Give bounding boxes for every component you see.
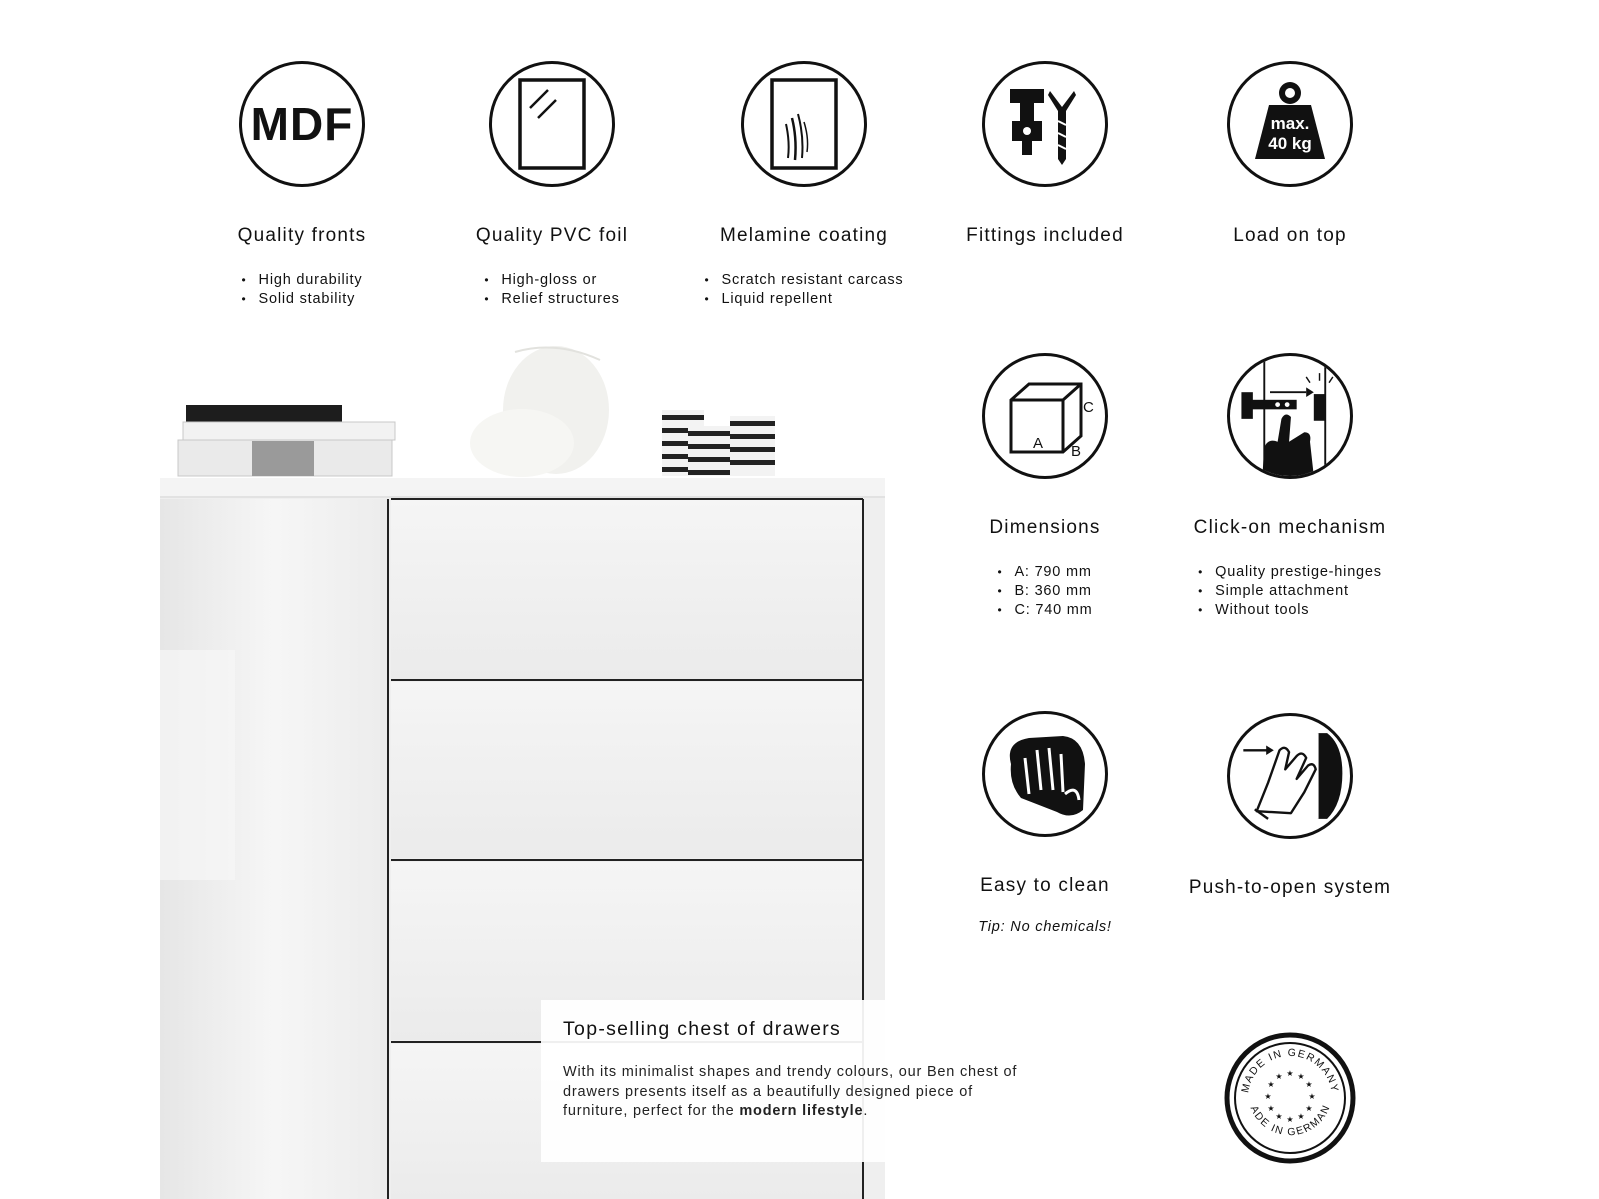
list-item: • Without tools bbox=[1198, 601, 1382, 620]
weight-label-1: max. bbox=[1270, 114, 1310, 133]
feature-title: Fittings included bbox=[966, 225, 1124, 246]
svg-text:★: ★ bbox=[1297, 1072, 1305, 1081]
feature-title: Quality fronts bbox=[237, 225, 367, 246]
mdf-icon bbox=[239, 61, 365, 187]
feature-title: Click-on mechanism bbox=[1193, 517, 1387, 538]
dim-label-c: C bbox=[1083, 399, 1094, 416]
made-in-germany-seal bbox=[1224, 1032, 1356, 1164]
list-item: • Liquid repellent bbox=[705, 290, 904, 309]
click-hinge-icon bbox=[1227, 353, 1353, 479]
description-text bbox=[563, 1063, 1034, 1122]
glass-panel-icon bbox=[489, 61, 615, 187]
svg-text:★: ★ bbox=[1267, 1080, 1275, 1089]
svg-text:★: ★ bbox=[1305, 1104, 1313, 1113]
list-item: • C: 740 mm bbox=[997, 601, 1092, 620]
weight-icon bbox=[1227, 61, 1353, 187]
candles-decor bbox=[662, 410, 775, 476]
description-title: Top-selling chest of drawers bbox=[563, 1018, 842, 1040]
list-item: • B: 360 mm bbox=[997, 582, 1092, 601]
feature-easy-to-clean bbox=[930, 711, 1160, 935]
feature-title: Push-to-open system bbox=[1188, 877, 1392, 898]
svg-text:★: ★ bbox=[1275, 1112, 1283, 1121]
list-item: • High durability bbox=[242, 271, 363, 290]
feature-dimensions bbox=[930, 353, 1160, 620]
seal-graphic bbox=[1224, 1032, 1356, 1164]
list-item: • Scratch resistant carcass bbox=[705, 271, 904, 290]
svg-text:★: ★ bbox=[1275, 1072, 1283, 1081]
description-end: . bbox=[863, 1103, 869, 1119]
vases-decor bbox=[470, 346, 609, 477]
feature-title: Dimensions bbox=[989, 517, 1101, 538]
list-item: • Simple attachment bbox=[1198, 582, 1382, 601]
feature-melamine-coating bbox=[689, 61, 919, 309]
list-item: • Relief structures bbox=[484, 290, 619, 309]
svg-text:★: ★ bbox=[1297, 1112, 1305, 1121]
description-emphasis: modern lifestyle bbox=[739, 1103, 864, 1119]
feature-quality-fronts bbox=[187, 61, 417, 309]
feature-bullets bbox=[705, 271, 904, 309]
feature-title: Quality PVC foil bbox=[475, 225, 629, 246]
weight-label-2: 40 kg bbox=[1268, 134, 1312, 153]
feature-title: Load on top bbox=[1233, 225, 1347, 246]
drawer-2 bbox=[391, 682, 863, 858]
cleaning-hand-icon bbox=[982, 711, 1108, 837]
svg-text:★: ★ bbox=[1308, 1092, 1316, 1101]
dim-label-a: A bbox=[1033, 435, 1044, 452]
feature-quality-pvc-foil bbox=[437, 61, 667, 309]
feature-title: Easy to clean bbox=[980, 875, 1110, 896]
mdf-label: MDF bbox=[250, 98, 354, 150]
drawer-1 bbox=[391, 499, 863, 679]
feature-bullets bbox=[997, 563, 1092, 620]
svg-text:★: ★ bbox=[1286, 1115, 1294, 1124]
feature-bullets bbox=[1198, 563, 1382, 620]
svg-text:★: ★ bbox=[1264, 1092, 1272, 1101]
description-body: With its minimalist shapes and trendy colours, our Ben chest of drawers presents itself as a beautifully designed piece of furniture, perfect for the bbox=[563, 1064, 1018, 1119]
seal-text-bottom: ADE IN GERMAN bbox=[1247, 1102, 1333, 1139]
seal-text-top: MADE IN GERMANY bbox=[1239, 1046, 1341, 1094]
list-item: • Solid stability bbox=[242, 290, 363, 309]
list-item: • A: 790 mm bbox=[997, 563, 1092, 582]
cube-dimensions-icon bbox=[982, 353, 1108, 479]
feature-load-on-top bbox=[1175, 61, 1405, 247]
list-item: • Quality prestige-hinges bbox=[1198, 563, 1382, 582]
dim-label-b: B bbox=[1071, 443, 1082, 460]
push-hand-icon bbox=[1227, 713, 1353, 839]
feature-click-on-mechanism bbox=[1175, 353, 1405, 620]
feature-tip: Tip: No chemicals! bbox=[978, 919, 1112, 935]
feature-bullets bbox=[484, 271, 619, 309]
svg-text:★: ★ bbox=[1267, 1104, 1275, 1113]
svg-text:★: ★ bbox=[1286, 1069, 1294, 1078]
list-item: • High-gloss or bbox=[484, 271, 619, 290]
feature-fittings-included bbox=[930, 61, 1160, 247]
feature-push-to-open bbox=[1175, 713, 1405, 899]
scratched-panel-icon bbox=[741, 61, 867, 187]
books-decor bbox=[178, 405, 395, 476]
svg-text:★: ★ bbox=[1305, 1080, 1313, 1089]
feature-title: Melamine coating bbox=[719, 225, 889, 246]
feature-bullets bbox=[242, 271, 363, 309]
seal-stars bbox=[1264, 1069, 1315, 1124]
product-description-box bbox=[541, 1000, 1056, 1162]
hinge-screw-icon bbox=[982, 61, 1108, 187]
